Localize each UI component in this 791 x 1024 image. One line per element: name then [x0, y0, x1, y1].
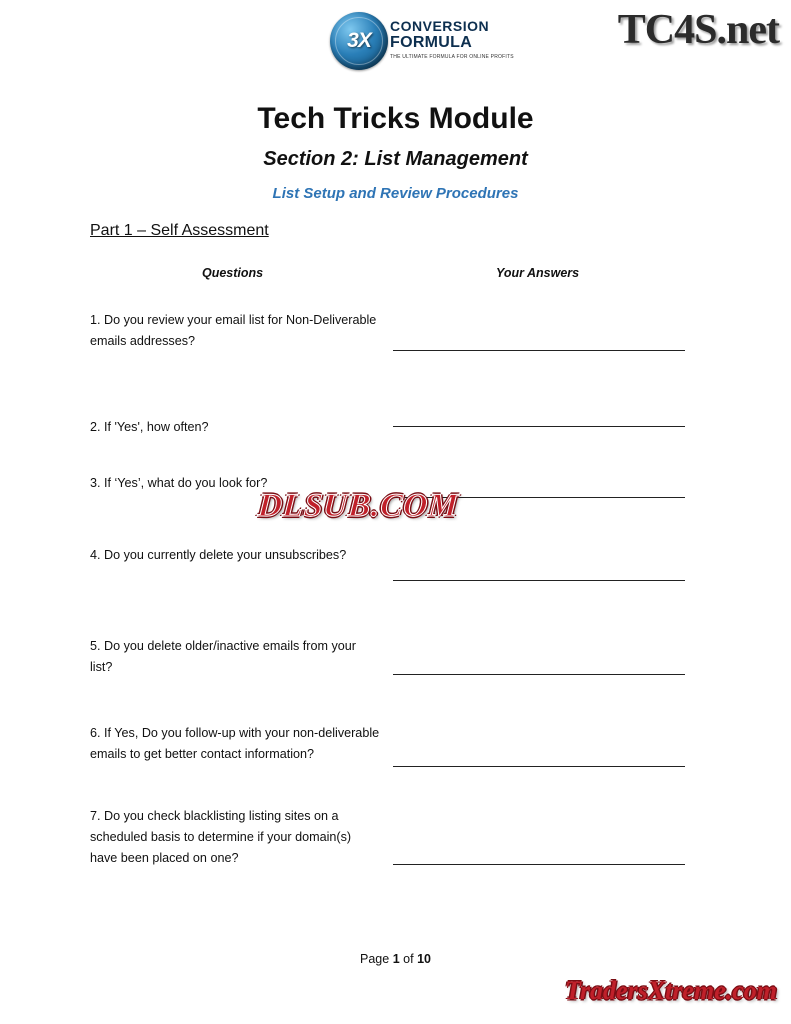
site-watermark: DLSUB.COM	[256, 488, 460, 524]
answer-field[interactable]	[393, 426, 685, 427]
footer-page-total: 10	[417, 952, 431, 966]
page-subtitle: Section 2: List Management	[263, 148, 528, 170]
part-heading: Part 1 – Self Assessment	[90, 222, 269, 239]
answer-field[interactable]	[393, 580, 685, 581]
column-header-answers: Your Answers	[496, 266, 580, 280]
answer-field[interactable]	[393, 864, 685, 865]
logo-tagline: THE ULTIMATE FORMULA FOR ONLINE PROFITS	[390, 54, 514, 60]
logo-badge-text: 3X	[347, 29, 371, 52]
answer-field[interactable]	[393, 350, 685, 351]
logo-sphere-icon	[330, 12, 388, 70]
footer-brand-watermark: TradersXtreme.com	[564, 976, 777, 1005]
column-header-questions: Questions	[202, 266, 264, 280]
question-text: 1. Do you review your email list for Non-Deliverable emails addresses?	[90, 313, 377, 348]
page-subsubtitle: List Setup and Review Procedures	[272, 185, 519, 202]
question-text: 2. If 'Yes', how often?	[90, 420, 209, 434]
question-text: 4. Do you currently delete your unsubscribes?	[90, 548, 347, 562]
answer-field[interactable]	[393, 674, 685, 675]
logo-word-formula: FORMULA	[390, 34, 473, 51]
page-footer	[0, 952, 791, 966]
footer-page-label: Page	[360, 952, 390, 966]
question-text: 6. If Yes, Do you follow-up with your non-deliverable emails to get better contact information?	[90, 726, 380, 761]
question-text: 5. Do you delete older/inactive emails from your list?	[90, 639, 356, 674]
question-text: 7. Do you check blacklisting listing sites on a scheduled basis to determine if your domain(s) have been placed on one?	[90, 809, 352, 865]
page-title: Tech Tricks Module	[257, 102, 534, 135]
table-rows	[0, 266, 791, 906]
logo-word-conversion: CONVERSION	[390, 18, 490, 34]
footer-page-number: 1	[392, 952, 400, 966]
self-assessment-table	[0, 266, 791, 906]
question-text: 3. If ‘Yes’, what do you look for?	[90, 476, 268, 490]
brand-watermark-top: TC4S.net	[617, 7, 779, 53]
footer-of-label: of	[403, 952, 414, 966]
conversion-formula-logo	[330, 8, 514, 74]
answer-field[interactable]	[393, 766, 685, 767]
page-header	[0, 0, 791, 86]
